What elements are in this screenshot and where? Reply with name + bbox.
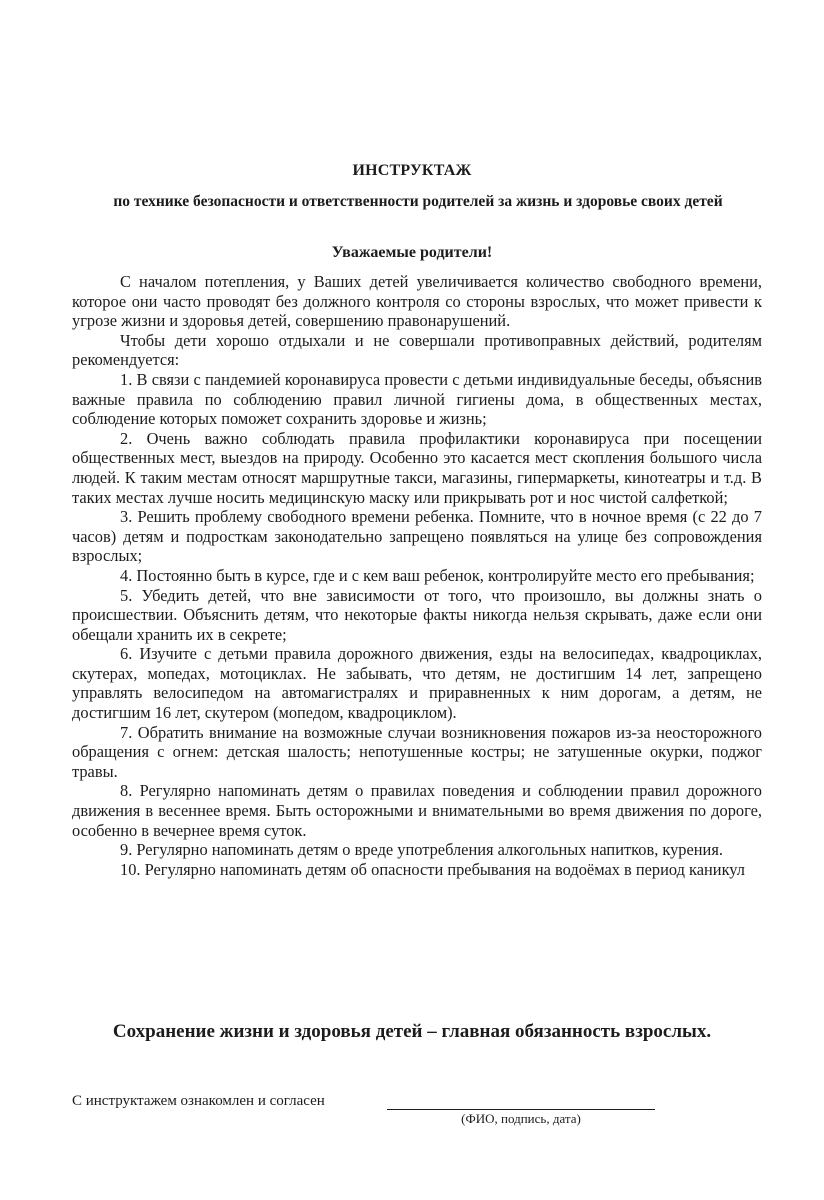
list-item-10: 10. Регулярно напоминать детям об опасности пребывания на водоёмах в период каникул xyxy=(120,859,745,879)
list-item-6: 6. Изучите с детьми правила дорожного движения, езды на велосипедах, квадроциклах, скутерах, мопедах, мотоциклах. Не забывать, что детям, не достигшим 14 лет, запрещено управлять велосипедом на автомагистралях и приравненных к ним дорогам, а детям, не достигшим 16 лет, скутером (мопедом, квадроциклом). xyxy=(72,644,762,723)
list-item-4: 4. Постоянно быть в курсе, где и с кем ваш ребенок, контролируйте место его пребывания; xyxy=(120,565,755,585)
document-body xyxy=(72,272,762,879)
list-item-1: 1. В связи с пандемией коронавируса провести с детьми индивидуальные беседы, объяснив важные правила по соблюдению правил личной гигиены дома, в общественных местах, соблюдение которых поможет сохранить здоровье и жизнь; xyxy=(72,369,762,429)
document-subtitle: по технике безопасности и ответственности родителей за жизнь и здоровье своих детей xyxy=(113,193,723,210)
list-item-3: 3. Решить проблему свободного времени ребенка. Помните, что в ночное время (с 22 до 7 часов) детям и подросткам законодательно запрещено появляться на улице без сопровождения взрослых; xyxy=(72,507,762,566)
paragraph-intro: С началом потепления, у Ваших детей увеличивается количество свободного времени, которое они часто проводят без должного контроля со стороны взрослых, что может привести к угрозе жизни и здоровья детей, совершению правонарушений. xyxy=(72,272,762,331)
paragraph-recommendation-lead: Чтобы дети хорошо отдыхали и не совершали противоправных действий, родителям рекомендуется: xyxy=(72,330,762,370)
list-item-8: 8. Регулярно напоминать детям о правилах поведения и соблюдении правил дорожного движения в весеннее время. Быть осторожными и внимательными во время движения по дороге, особенно в вечернее время суток. xyxy=(72,781,762,840)
list-item-7: 7. Обратить внимание на возможные случаи возникновения пожаров из-за неосторожного обращения с огнем: детская шалость; непотушенные костры; не затушенные окурки, поджог травы. xyxy=(72,722,762,781)
signature-label: С инструктажем ознакомлен и согласен xyxy=(72,1093,325,1109)
list-item-2: 2. Очень важно соблюдать правила профилактики коронавируса при посещении общественных мест, выездов на природу. Особенно это касается мест скопления большого числа людей. К таким местам относят маршрутные такси, магазины, гипермаркеты, кинотеатры и т.д. В таких местах лучше носить медицинскую маску или прикрывать рот и нос чистой салфеткой; xyxy=(72,428,762,507)
list-item-9: 9. Регулярно напоминать детям о вреде употребления алкогольных напитков, курения. xyxy=(120,840,723,860)
list-item-5: 5. Убедить детей, что вне зависимости от того, что произошло, вы должны знать о происшествии. Объяснить детям, что некоторые факты никогда нельзя скрывать, даже если они обещали хранить их в секрете; xyxy=(72,585,762,644)
closing-motto: Сохранение жизни и здоровья детей – главная обязанность взрослых. xyxy=(112,1021,712,1042)
document-title: ИНСТРУКТАЖ xyxy=(352,162,472,179)
greeting-heading: Уважаемые родители! xyxy=(331,244,493,261)
signature-line xyxy=(387,1109,655,1110)
signature-caption: (ФИО, подпись, дата) xyxy=(461,1111,581,1126)
